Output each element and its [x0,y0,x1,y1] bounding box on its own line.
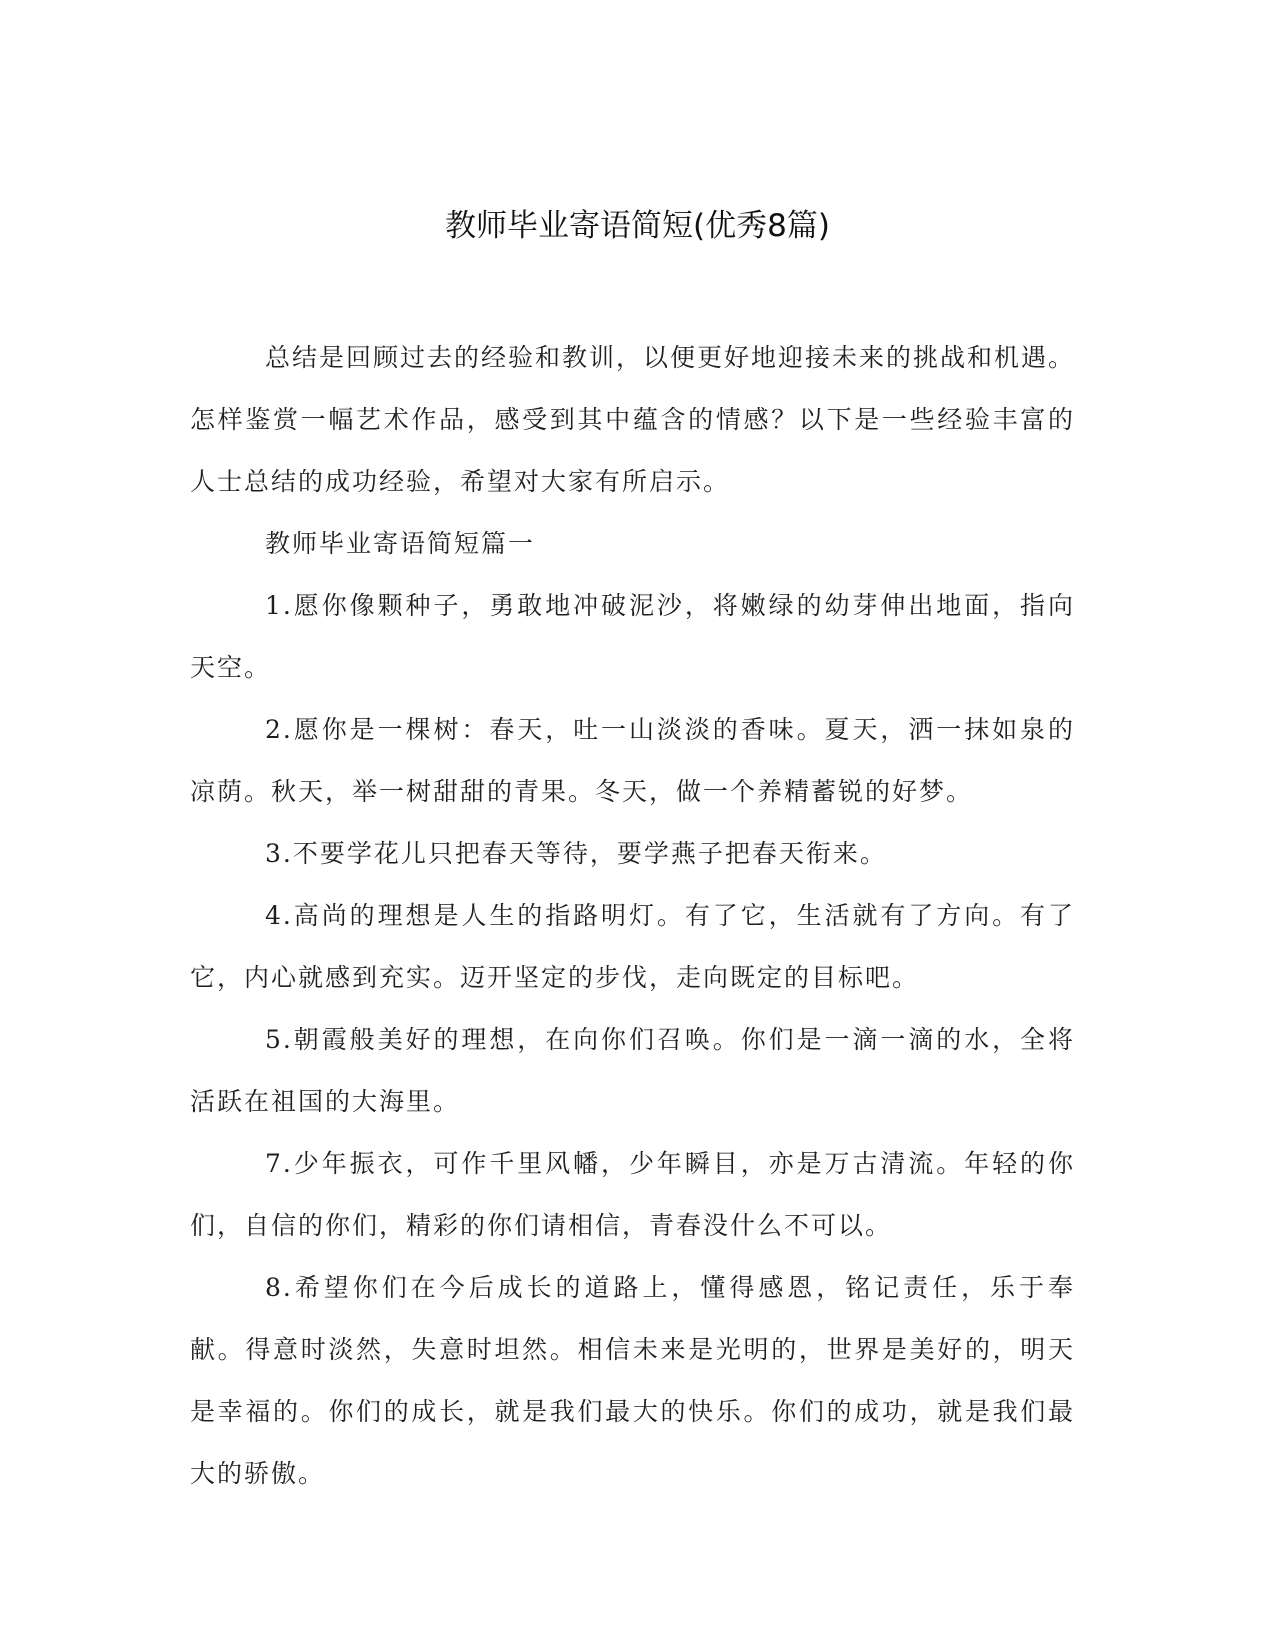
list-item: 4.高尚的理想是人生的指路明灯。有了它，生活就有了方向。有了它，内心就感到充实。迈开坚定的步伐，走向既定的目标吧。 [190,901,1075,992]
intro-paragraph: 总结是回顾过去的经验和教训，以便更好地迎接未来的挑战和机遇。怎样鉴赏一幅艺术作品，感受到其中蕴含的情感？以下是一些经验丰富的人士总结的成功经验，希望对大家有所启示。 [190,343,1076,496]
section-heading: 教师毕业寄语简短篇一 [265,529,536,558]
list-item: 7.少年振衣，可作千里风幡，少年瞬目，亦是万古清流。年轻的你们，自信的你们，精彩的你们请相信，青春没什么不可以。 [190,1149,1075,1240]
list-item: 3.不要学花儿只把春天等待，要学燕子把春天衔来。 [265,839,887,868]
list-item: 1.愿你像颗种子，勇敢地冲破泥沙，将嫩绿的幼芽伸出地面，指向天空。 [190,591,1075,682]
document-body [190,327,1075,1505]
list-item: 2.愿你是一棵树：春天，吐一山淡淡的香味。夏天，洒一抹如泉的凉荫。秋天，举一树甜甜的青果。冬天，做一个养精蓄锐的好梦。 [190,715,1075,806]
list-item: 5.朝霞般美好的理想，在向你们召唤。你们是一滴一滴的水，全将活跃在祖国的大海里。 [190,1025,1075,1116]
document-title: 教师毕业寄语简短(优秀8篇) [445,208,830,244]
list-item: 8.希望你们在今后成长的道路上，懂得感恩，铭记责任，乐于奉献。得意时淡然，失意时坦然。相信未来是光明的，世界是美好的，明天是幸福的。你们的成长，就是我们最大的快乐。你们的成功，就是我们最大的骄傲。 [190,1273,1075,1488]
